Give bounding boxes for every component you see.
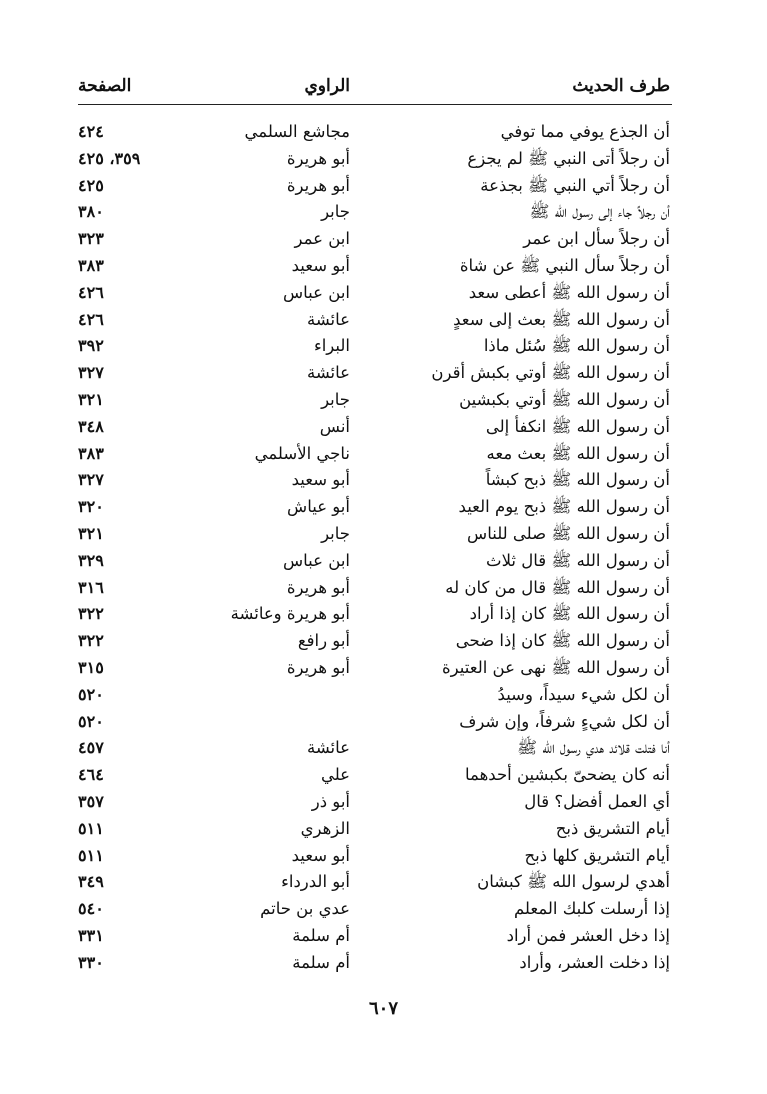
page-ref: ٣٢٣ — [78, 229, 104, 249]
hadith-text: أن رسول الله ﷺ أعطى سعد — [468, 282, 670, 302]
narrator-name: أبو ذر — [311, 791, 350, 811]
table-row — [78, 494, 672, 521]
table-row — [78, 682, 672, 709]
table-row — [78, 360, 672, 387]
narrator-name: الزهري — [300, 818, 350, 838]
hadith-text: أن رجلاً جاء إلى رسول الله ﷺ — [529, 202, 670, 222]
table-row — [78, 521, 672, 548]
narrator-name: أبو رافع — [297, 631, 350, 651]
page-ref: ٤٥٧ — [78, 738, 104, 758]
narrator-name: أبو الدرداء — [281, 872, 350, 892]
table-row — [78, 923, 672, 950]
hadith-text: أن الجذع يوفي مما توفي — [500, 122, 670, 141]
table-row — [78, 414, 672, 441]
table-row — [78, 950, 672, 977]
table-row — [78, 146, 672, 173]
hadith-text: أن رسول الله ﷺ قال ثلاث — [486, 550, 670, 570]
table-header — [78, 70, 672, 102]
hadith-text: أن لكل شيءٍ شرفاً، وإن شرف — [459, 711, 670, 731]
narrator-name: أم سلمة — [292, 925, 350, 945]
hadith-text: أن رجلاً أتي النبي ﷺ بجذعة — [480, 175, 670, 195]
header-divider — [78, 104, 672, 105]
narrator-name: أبو هريرة وعائشة — [230, 604, 350, 624]
page-ref: ٤٢٥ — [78, 175, 104, 195]
table-row — [78, 709, 672, 736]
table-row — [78, 896, 672, 923]
page-ref: ٣١٥ — [78, 657, 104, 677]
page-ref: ٣٢٩ — [78, 550, 104, 570]
table-row — [78, 843, 672, 870]
hadith-text: أن رسول الله ﷺ قال من كان له — [445, 577, 670, 597]
table-row — [78, 253, 672, 280]
table-row — [78, 173, 672, 200]
hadith-text: أن رسول الله ﷺ ذبح كبشاً — [485, 470, 670, 490]
hadith-text: أن رسول الله ﷺ كان إذا ضحى — [455, 631, 670, 651]
hadith-text: أن رجلاً أتى النبي ﷺ لم يجزع — [467, 148, 670, 168]
table-row — [78, 601, 672, 628]
page-ref: ٣٣٠ — [78, 952, 104, 972]
page-ref: ٣٢٢ — [78, 604, 104, 624]
page-ref: ٣٢٠ — [78, 497, 104, 517]
table-row — [78, 789, 672, 816]
hadith-text: أنه كان يضحىّ بكبشين أحدهما — [465, 765, 670, 785]
hadith-text: أن رسول الله ﷺ انكفأ إلى — [485, 416, 670, 436]
table-row — [78, 869, 672, 896]
hadith-text: أن رجلاً سأل ابن عمر — [523, 229, 670, 249]
narrator-name: البراء — [313, 336, 350, 356]
page-ref: ٣٢٢ — [78, 631, 104, 651]
page-ref: ٣٨٠ — [78, 202, 104, 222]
hadith-text: أن رسول الله ﷺ سُئل ماذا — [483, 336, 670, 356]
table-row — [78, 628, 672, 655]
page-ref: ٣٤٨ — [78, 416, 104, 436]
table-row — [78, 655, 672, 682]
hadith-text: أنا فتلت قلائد هدي رسول الله ﷺ — [517, 738, 670, 758]
hadith-text: أن رسول الله ﷺ ذبح يوم العيد — [458, 497, 670, 517]
page-ref: ٤٢٦ — [78, 282, 104, 302]
page-ref: ٥٢٠ — [78, 711, 104, 731]
table-row — [78, 467, 672, 494]
narrator-name: أبو هريرة — [286, 148, 350, 168]
table-row — [78, 762, 672, 789]
hadith-text: أهدي لرسول الله ﷺ كبشان — [477, 872, 670, 892]
page-ref: ٣٢٧ — [78, 470, 104, 490]
hadith-text: أن رسول الله ﷺ نهى عن العتيرة — [442, 657, 670, 677]
hadith-text: أن رسول الله ﷺ صلى للناس — [467, 523, 670, 543]
table-row — [78, 119, 672, 146]
hadith-text: أن رسول الله ﷺ بعث معه — [486, 443, 670, 463]
narrator-name: مجاشع السلمي — [244, 122, 350, 141]
narrator-name: عائشة — [306, 363, 350, 383]
page-ref: ٣٨٣ — [78, 255, 104, 275]
page-ref: ٥١١ — [78, 818, 104, 838]
table-row — [78, 441, 672, 468]
table-row — [78, 199, 672, 226]
page-ref: ٥٤٠ — [78, 899, 104, 919]
page-ref: ٤٢٤ — [78, 122, 104, 141]
hadith-text: إذا دخلت العشر، وأراد — [519, 952, 670, 972]
narrator-name: أبو هريرة — [286, 175, 350, 195]
hadith-text: أن رسول الله ﷺ كان إذا أراد — [469, 604, 670, 624]
narrator-name: أنس — [319, 416, 350, 436]
narrator-name: أبو هريرة — [286, 577, 350, 597]
narrator-name: أبو عياش — [287, 497, 350, 517]
narrator-name: ناجي الأسلمي — [254, 443, 350, 463]
hadith-text: أن رجلاً سأل النبي ﷺ عن شاة — [459, 255, 670, 275]
table-row — [78, 333, 672, 360]
page-ref: ٣٥٩، ٤٢٥ — [78, 148, 141, 168]
narrator-name: ابن عباس — [283, 550, 350, 570]
narrator-name: جابر — [321, 389, 350, 409]
page-ref: ٣٨٣ — [78, 443, 104, 463]
index-rows — [78, 119, 672, 977]
narrator-name: علي — [320, 765, 350, 785]
narrator-name: أبو سعيد — [291, 255, 350, 275]
table-row — [78, 387, 672, 414]
table-row — [78, 226, 672, 253]
page-number: ٦٠٧ — [368, 998, 398, 1019]
page-ref: ٥١١ — [78, 845, 104, 865]
page-ref: ٥٢٠ — [78, 684, 104, 704]
page-ref: ٣٩٢ — [78, 336, 104, 356]
narrator-name: أبو سعيد — [291, 845, 350, 865]
hadith-text: أن رسول الله ﷺ أوتي بكبشين — [459, 389, 670, 409]
hadith-text: أي العمل أفضل؟ قال — [524, 791, 670, 811]
hadith-text: أن رسول الله ﷺ بعث إلى سعدٍ — [453, 309, 670, 329]
page-ref: ٤٦٤ — [78, 765, 104, 785]
table-row — [78, 307, 672, 334]
narrator-name: جابر — [321, 523, 350, 543]
narrator-name: أم سلمة — [292, 952, 350, 972]
narrator-name: عائشة — [306, 738, 350, 758]
page-ref: ٣٥٧ — [78, 791, 104, 811]
hadith-text: إذا أرسلت كلبك المعلم — [513, 899, 670, 919]
page-ref: ٣٢١ — [78, 389, 104, 409]
hadith-text: أيام التشريق ذبح — [555, 818, 670, 838]
index-page — [78, 70, 672, 977]
hadith-text: أن رسول الله ﷺ أوتي بكبش أقرن — [431, 363, 670, 383]
hadith-text: أن لكل شيء سيداً، وسيدُ — [497, 684, 670, 704]
narrator-name: عدي بن حاتم — [260, 899, 350, 919]
header-narrator: الراوي — [304, 76, 350, 96]
table-row — [78, 735, 672, 762]
narrator-name: جابر — [321, 202, 350, 222]
table-row — [78, 548, 672, 575]
page-ref: ٣٤٩ — [78, 872, 104, 892]
hadith-text: إذا دخل العشر فمن أراد — [506, 925, 670, 945]
header-page: الصفحة — [78, 76, 132, 96]
page-ref: ٤٢٦ — [78, 309, 104, 329]
header-hadith: طرف الحديث — [572, 76, 670, 96]
narrator-name: ابن عمر — [294, 229, 350, 249]
narrator-name: عائشة — [306, 309, 350, 329]
table-row — [78, 575, 672, 602]
hadith-text: أيام التشريق كلها ذبح — [524, 845, 670, 865]
narrator-name: أبو سعيد — [291, 470, 350, 490]
table-row — [78, 280, 672, 307]
narrator-name: أبو هريرة — [286, 657, 350, 677]
table-row — [78, 816, 672, 843]
page-ref: ٣٣١ — [78, 925, 104, 945]
page-ref: ٣٢١ — [78, 523, 104, 543]
page-ref: ٣١٦ — [78, 577, 104, 597]
page-ref: ٣٢٧ — [78, 363, 104, 383]
narrator-name: ابن عباس — [283, 282, 350, 302]
